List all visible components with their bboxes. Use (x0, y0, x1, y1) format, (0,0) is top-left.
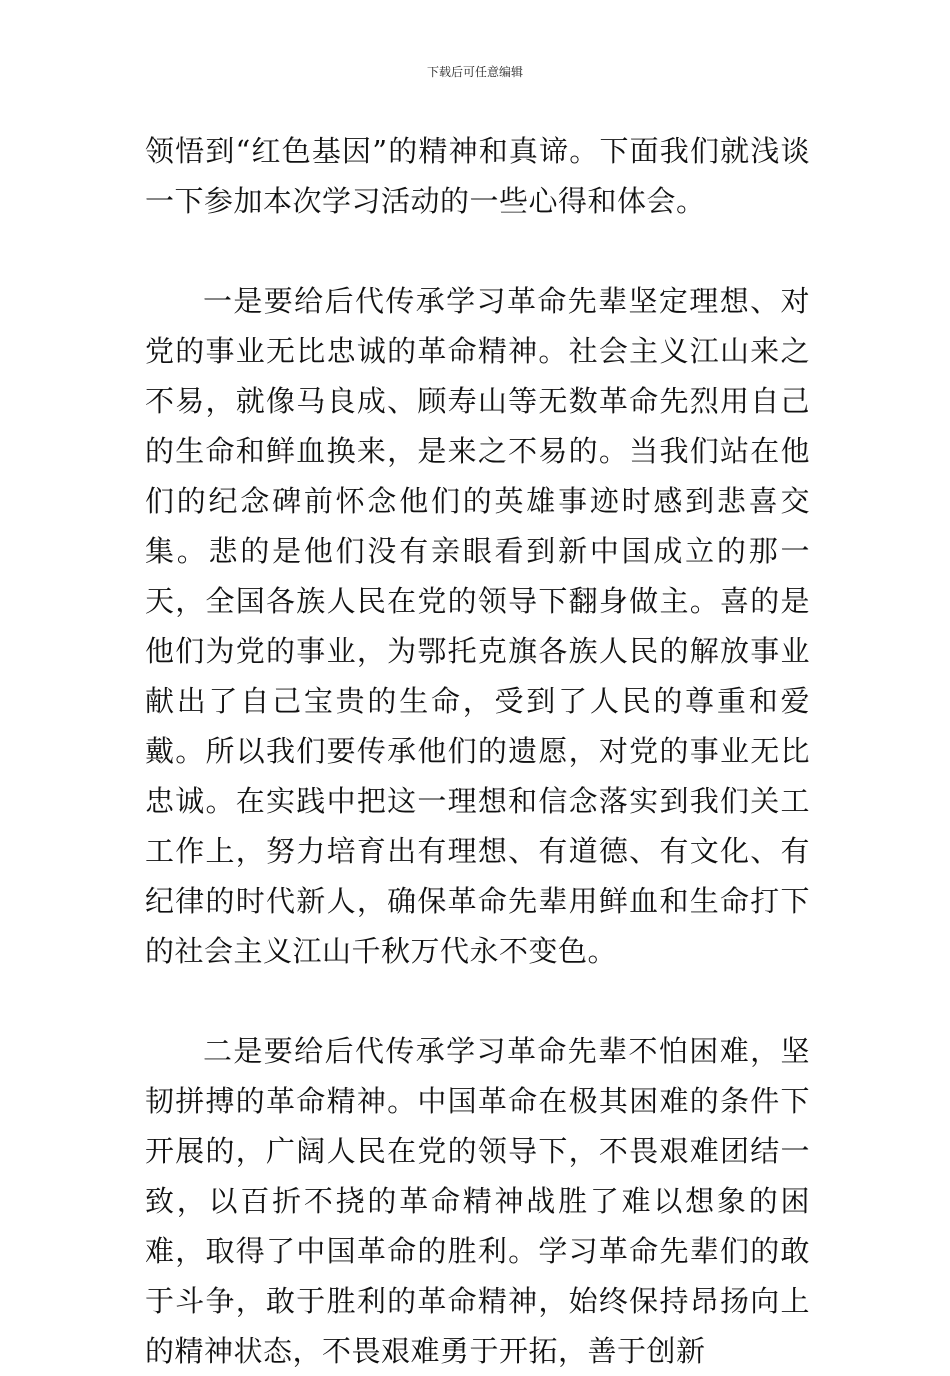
page-header-note: 下载后可任意编辑 (426, 65, 523, 79)
document-body (145, 126, 810, 1376)
paragraph-continuation: 领悟到“红色基因”的精神和真谛。下面我们就浅谈一下参加本次学习活动的一些心得和体会。 (145, 134, 810, 218)
paragraph-spacer (145, 976, 810, 1026)
paragraph-point-one: 一是要给后代传承学习革命先辈坚定理想、对党的事业无比忠诚的革命精神。社会主义江山来之不易，就像马良成、顾寿山等无数革命先烈用自己的生命和鲜血换来，是来之不易的。当我们站在他们的纪念碑前怀念他们的英雄事迹时感到悲喜交集。悲的是他们没有亲眼看到新中国成立的那一天，全国各族人民在党的领导下翻身做主。喜的是他们为党的事业，为鄂托克旗各族人民的解放事业献出了自己宝贵的生命，受到了人民的尊重和爱戴。所以我们要传承他们的遗愿，对党的事业无比忠诚。在实践中把这一理想和信念落实到我们关工工作上，努力培育出有理想、有道德、有文化、有纪律的时代新人，确保革命先辈用鲜血和生命打下的社会主义江山千秋万代永不变色。 (145, 284, 810, 968)
paragraph-point-two: 二是要给后代传承学习革命先辈不怕困难，坚韧拼搏的革命精神。中国革命在极其困难的条件下开展的，广阔人民在党的领导下，不畏艰难团结一致，以百折不挠的革命精神战胜了难以想象的困难，取得了中国革命的胜利。学习革命先辈们的敢于斗争，敢于胜利的革命精神，始终保持昂扬向上的精神状态，不畏艰难勇于开拓，善于创新 (145, 1034, 810, 1368)
paragraph-spacer (145, 226, 810, 276)
